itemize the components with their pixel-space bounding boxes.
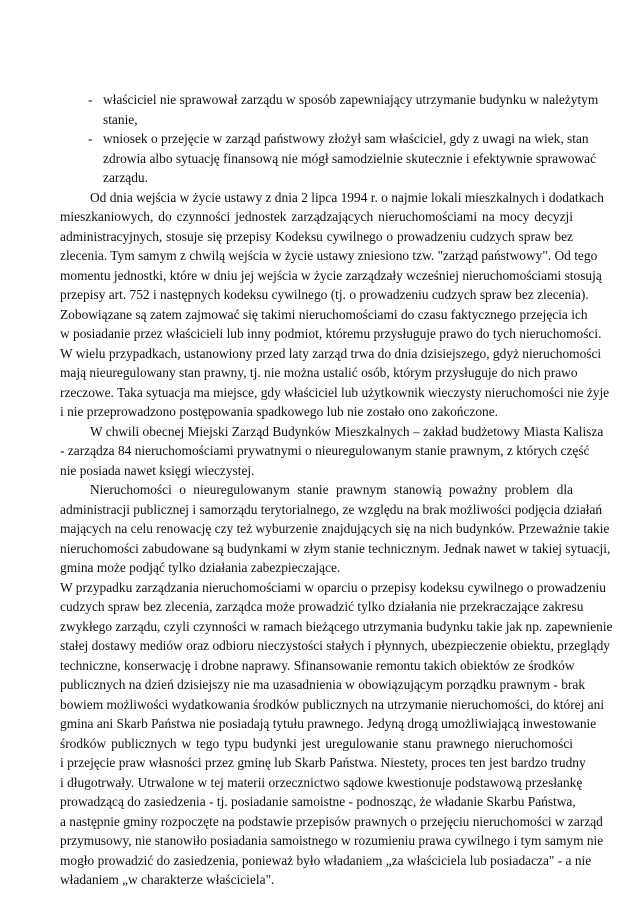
text-line: a następnie gminy rozpoczęte na podstawie przepisów prawnych o przejęciu nieruchomości w zarząd — [60, 813, 603, 829]
text-line: środków publicznych w tego typu budynki jest uregulowanie stanu prawnego nieruchomości — [60, 735, 573, 751]
text-line: gmina może podjąć tylko działania zabezpieczające. — [60, 560, 341, 575]
text-line: zdrowia albo sytuację finansową nie mógł samodzielnie skutecznie i efektywnie sprawować — [103, 150, 597, 166]
paragraph-zarzadzanie-kodeks-cywilny — [60, 578, 613, 890]
text-line: publicznych na dzień dzisiejszy nie ma uzasadnienia w obowiązującym porządku prawnym - brak — [60, 677, 586, 692]
text-line: w posiadanie przez właścicieli lub inny podmiot, któremu przysługuje prawo do tych nieruchomości. — [60, 326, 602, 341]
text-line: momentu jednostki, które w dniu jej wejścia w życie zarządzały wcześniej nieruchomościami stosują — [60, 267, 602, 283]
text-line: wniosek o przejęcie w zarząd państwowy złożył sam właściciel, gdy z uwagi na wiek, stan — [103, 131, 589, 146]
text-line: stanie, — [103, 111, 138, 127]
bullet-item-1 — [88, 90, 599, 129]
text-line: nie posiada nawet księgi wieczystej. — [60, 462, 255, 478]
text-line: zarządu. — [103, 170, 148, 185]
document-page — [60, 90, 613, 890]
text-line: W przypadku zarządzania nieruchomościami w oparciu o przepisy kodeksu cywilnego o prowadzeniu — [60, 579, 606, 595]
text-line: zwykłego zarządu, czyli czynności w ramach bieżącego utrzymania budynku takie jak np. zapewnienie — [60, 618, 613, 634]
text-line: gmina ani Skarb Państwa nie posiadają tytułu prawnego. Jedyną drogą umożliwiającą inwestowanie — [60, 716, 597, 731]
paragraph-mzbm-kalisz — [60, 422, 604, 481]
bullet-marker: - — [88, 92, 93, 107]
text-line: techniczne, konserwację i drobne naprawy. Sfinansowanie remontu takich obiektów ze środków — [60, 657, 575, 673]
paragraph-zarzad-panstwowy — [60, 188, 610, 422]
text-line: i długotrwały. Utrwalone w tej materii orzecznictwo sądowe kwestionuje podstawową przesłankę — [60, 774, 583, 790]
text-line: władaniem „w charakterze właściciela". — [60, 872, 275, 887]
text-line: stałej dostawy mediów oraz odbioru nieczystości stałych i płynnych, ubezpieczenie obiektu, przeglądy — [60, 638, 610, 653]
text-line: Zobowiązane są zatem zajmować się takimi nieruchomościami do czasu faktycznego przejęcia ich — [60, 306, 588, 322]
text-line: bowiem możliwości wydatkowania środków publicznych na utrzymanie nieruchomości, do której ani — [60, 696, 605, 712]
text-line: administracyjnych, stosuje się przepisy Kodeksu cywilnego o prowadzeniu cudzych spraw bez — [60, 228, 573, 244]
text-line: Od dnia wejścia w życie ustawy z dnia 2 lipca 1994 r. o najmie lokali mieszkalnych i dodatkach — [90, 189, 604, 205]
text-line: - zarządza 84 nieruchomościami prywatnymi o nieuregulowanym stanie prawnym, z których część — [60, 443, 590, 458]
text-line: mieszkaniowych, do czynności jednostek zarządzających nieruchomościami na mocy decyzji — [60, 209, 573, 224]
text-line: i przejęcie praw własności przez gminę lub Skarb Państwa. Niestety, proces ten jest bardzo trudny — [60, 755, 586, 770]
text-line: W wielu przypadkach, ustanowiony przed laty zarząd trwa do dnia dzisiejszego, gdyż nieruchomości — [60, 345, 602, 361]
text-line: W chwili obecnej Miejski Zarząd Budynków Mieszkalnych – zakład budżetowy Miasta Kalisza — [90, 423, 604, 439]
text-line: cudzych spraw bez zlecenia, zarządca może prowadzić tylko działania nie przekraczające zakresu — [60, 599, 584, 614]
bullet-item-2 — [88, 129, 597, 188]
text-line: przepisy art. 752 i następnych kodeksu cywilnego (tj. o prowadzeniu cudzych spraw bez zlecenia). — [60, 287, 589, 302]
text-line: administracji publicznej i samorządu terytorialnego, ze względu na brak możliwości podjęcia działań — [60, 501, 603, 517]
text-line: Nieruchomości o nieuregulowanym stanie prawnym stanowią poważny problem dla — [90, 482, 573, 497]
bullet-marker: - — [88, 131, 93, 146]
text-line: rzeczowe. Taka sytuacja ma miejsce, gdy właściciel lub użytkownik wieczysty nieruchomości nie żyje — [60, 384, 610, 400]
text-line: przymusowy, nie stanowiło posiadania samoistnego w rozumieniu prawa cywilnego i tym samym nie — [60, 833, 604, 848]
text-line: zlecenia. Tym samym z chwilą wejścia w życie ustawy zniesiono tzw. "zarząd państwowy". Od tego — [60, 248, 598, 263]
text-line: mogło prowadzić do zasiedzenia, ponieważ było władaniem „za właściciela lub posiadacza" - a nie — [60, 852, 592, 868]
text-line: i nie przeprowadzono postępowania spadkowego lub nie zostało ono zakończone. — [60, 404, 499, 419]
paragraph-problem-dla-administracji — [60, 480, 611, 578]
text-line: prowadzącą do zasiedzenia - tj. posiadanie samoistne - podnosząc, że władanie Skarbu Państwa, — [60, 794, 576, 809]
text-line: właściciel nie sprawował zarządu w sposób zapewniający utrzymanie budynku w należytym — [103, 92, 599, 107]
text-line: mających na celu renowację czy też wyburzenie znajdujących się na nich budynków. Przeważnie takie — [60, 521, 610, 536]
text-line: mają nieuregulowany stan prawny, tj. nie można ustalić osób, którym przysługuje do nich prawo — [60, 365, 578, 380]
text-line: nieruchomości zabudowane są budynkami w złym stanie technicznym. Jednak nawet w takiej sytuacji, — [60, 540, 611, 556]
